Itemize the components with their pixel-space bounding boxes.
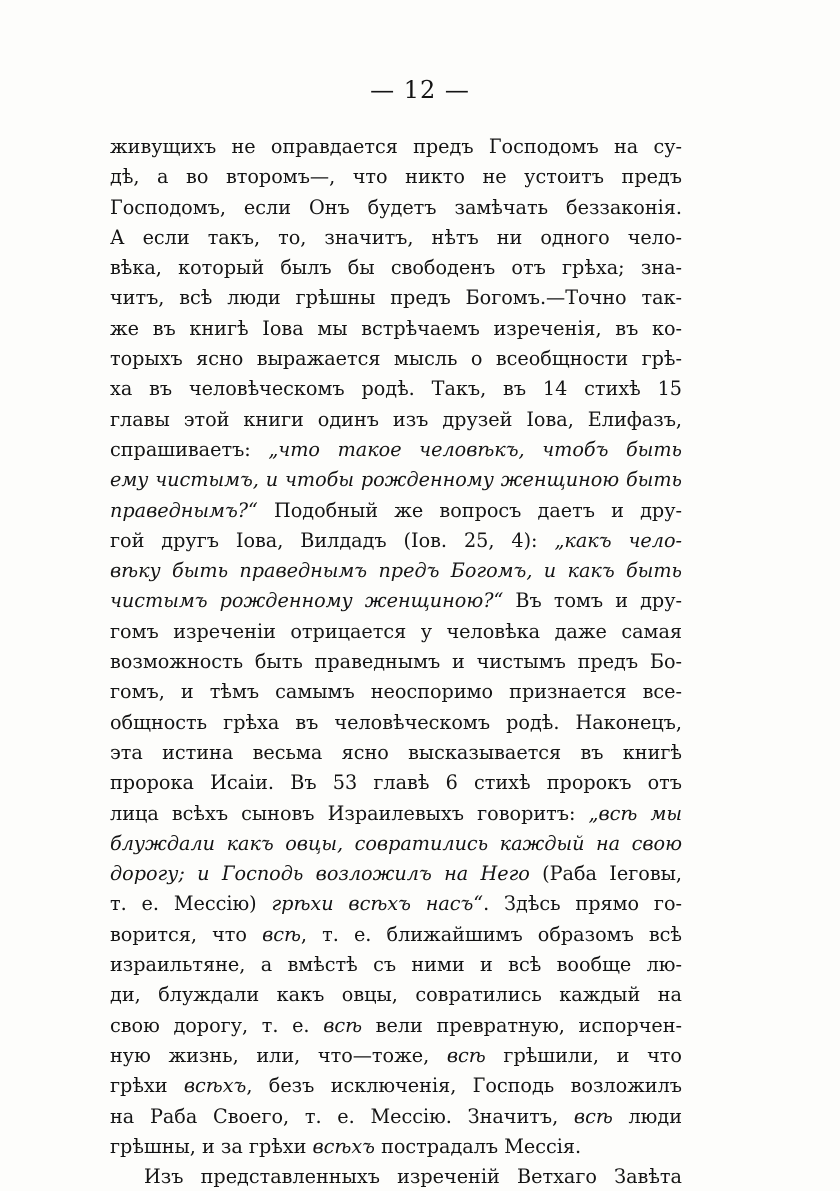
text-run: лица всѣхъ сыновъ Израилевыхъ говоритъ: [110, 801, 589, 825]
text-run: ди, блуждали какъ овцы, совратились каждый на [110, 983, 682, 1007]
text-run: вели превратную, испорчен- [362, 1013, 682, 1037]
text-run: (Раба Іеговы, [529, 862, 682, 886]
text-run: гой другъ Іова, Вилдадъ (Іов. 25, 4): [110, 528, 555, 552]
text-line [110, 556, 682, 586]
text-run: Въ томъ и дру- [503, 589, 682, 613]
text-line [110, 889, 682, 919]
page-number: — 12 — [370, 76, 470, 104]
text-run: общность грѣха въ человѣческомъ родѣ. Наконецъ, [110, 710, 682, 734]
text-line [110, 920, 682, 950]
text-line [110, 859, 682, 889]
text-run: пострадалъ Мессія. [374, 1134, 582, 1158]
italic-quote: праведнымъ?“ [110, 498, 258, 522]
text-line [110, 1162, 682, 1192]
text-line [110, 1041, 682, 1071]
text-line [110, 314, 682, 344]
text-line [110, 1132, 682, 1162]
italic-quote: „что такое человѣкъ, чтобъ быть [268, 437, 682, 461]
text-line [110, 405, 682, 435]
text-line [110, 980, 682, 1010]
text-line [110, 223, 682, 253]
italic-quote: всѣхъ [183, 1074, 247, 1098]
text-run: Господомъ, если Онъ будетъ замѣчать беззаконія. [110, 195, 682, 219]
text-run: израильтяне, а вмѣстѣ съ ними и всѣ вообще лю- [110, 953, 682, 977]
text-line [110, 132, 682, 162]
text-run: ха въ человѣческомъ родѣ. Такъ, въ 14 стихѣ 15 [110, 377, 682, 401]
italic-quote: всѣ [323, 1013, 363, 1037]
text-run: ворится, что [110, 922, 263, 946]
italic-quote: блуждали какъ овцы, совратились каждый на свою [110, 831, 682, 855]
text-run: А если такъ, то, значитъ, нѣтъ ни одного чело- [110, 225, 682, 249]
italic-quote: всѣхъ [312, 1134, 375, 1158]
text-line [110, 344, 682, 374]
text-run: , безъ исключенія, Господь возложилъ [246, 1074, 682, 1098]
text-run: дѣ, а во второмъ—, что никто не устоитъ предъ [110, 165, 682, 189]
text-line [110, 647, 682, 677]
text-line [110, 465, 682, 495]
text-run: Подобный же вопросъ даетъ и дру- [257, 498, 682, 522]
text-line [110, 617, 682, 647]
text-line [110, 526, 682, 556]
text-line [110, 950, 682, 980]
text-run: Изъ представленныхъ изреченій Ветхаго Завѣта [144, 1165, 682, 1189]
text-run: т. е. Мессію) [110, 892, 272, 916]
text-run: грѣшили, и что [485, 1043, 682, 1067]
text-line [110, 677, 682, 707]
text-run: главы этой книги одинъ изъ друзей Іова, Елифазъ, [110, 407, 682, 431]
italic-quote: „всѣ мы [588, 801, 682, 825]
text-run: эта истина весьма ясно высказывается въ книгѣ [110, 740, 682, 764]
text-line [110, 799, 682, 829]
text-run: гомъ, и тѣмъ самымъ неоспоримо признается все- [110, 680, 682, 704]
italic-quote: „какъ чело- [554, 528, 682, 552]
text-line [110, 586, 682, 616]
italic-quote: всѣ [446, 1043, 486, 1067]
text-line [110, 768, 682, 798]
italic-quote: вѣку быть праведнымъ предъ Богомъ, и какъ быть [110, 559, 682, 583]
italic-quote: грѣхи всѣхъ насъ“ [271, 892, 484, 916]
text-run: спрашиваетъ: [110, 437, 269, 461]
italic-quote: ему чистымъ, и чтобы рожденному женщиною быть [110, 468, 682, 492]
text-run: , т. е. ближайшимъ образомъ всѣ [300, 922, 682, 946]
text-run: люди [612, 1104, 682, 1128]
body-text [110, 132, 682, 1192]
text-line [110, 738, 682, 768]
text-line [110, 435, 682, 465]
text-line [110, 1102, 682, 1132]
text-line [110, 829, 682, 859]
text-run: же въ книгѣ Іова мы встрѣчаемъ изреченія, въ ко- [110, 316, 682, 340]
text-line [110, 1011, 682, 1041]
text-run: возможность быть праведнымъ и чистымъ предъ Бо- [110, 650, 682, 674]
text-line [110, 374, 682, 404]
text-line [110, 496, 682, 526]
text-run: грѣхи [110, 1074, 184, 1098]
text-line [110, 193, 682, 223]
text-line [110, 1071, 682, 1101]
text-run: торыхъ ясно выражается мысль о всеобщности грѣ- [110, 347, 682, 371]
text-line [110, 708, 682, 738]
italic-quote: дорогу; и Господь возложилъ на Него [110, 862, 530, 886]
text-run: ную жизнь, или, что—тоже, [110, 1043, 447, 1067]
italic-quote: всѣ [573, 1104, 613, 1128]
text-run: вѣка, который былъ бы свободенъ отъ грѣха; зна- [110, 256, 682, 280]
text-run: грѣшны, и за грѣхи [110, 1134, 313, 1158]
text-run: живущихъ не оправдается предъ Господомъ на су- [110, 135, 682, 158]
text-line [110, 162, 682, 192]
text-run: на Раба Своего, т. е. Мессію. Значитъ, [110, 1104, 574, 1128]
text-line [110, 253, 682, 283]
text-run: . Здѣсь прямо го- [483, 892, 682, 916]
text-run: гомъ изреченіи отрицается у человѣка даже самая [110, 619, 682, 643]
italic-quote: всѣ [262, 922, 301, 946]
text-run: читъ, всѣ люди грѣшны предъ Богомъ.—Точно так- [110, 286, 682, 310]
text-line [110, 283, 682, 313]
italic-quote: чистымъ рожденному женщиною?“ [110, 589, 504, 613]
text-run: свою дорогу, т. е. [110, 1013, 324, 1037]
text-run: пророка Исаіи. Въ 53 главѣ 6 стихѣ пророкъ отъ [110, 771, 682, 795]
